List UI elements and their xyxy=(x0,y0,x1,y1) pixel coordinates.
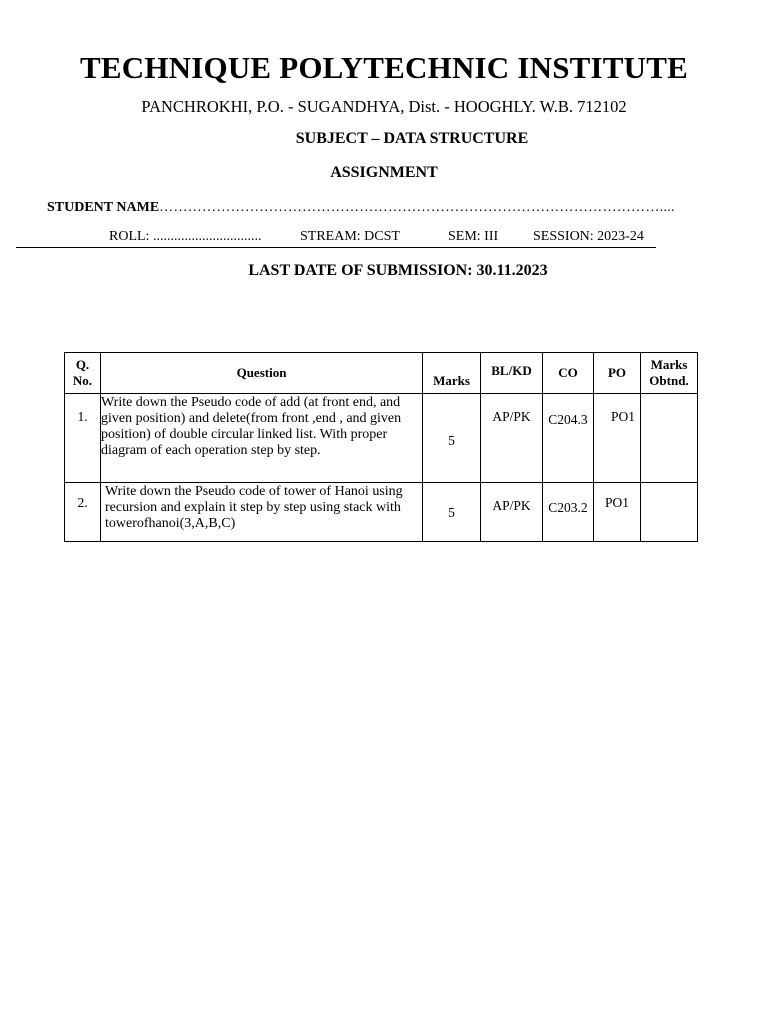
question-table xyxy=(64,352,698,542)
submission-deadline-text: LAST DATE OF SUBMISSION: 30.11.2023 xyxy=(248,262,548,279)
semester-field: SEM: III xyxy=(448,229,499,244)
row-co: C203.2 xyxy=(543,483,594,542)
submission-deadline xyxy=(0,262,768,280)
institute-name: TECHNIQUE POLYTECHNIC INSTITUTE xyxy=(80,50,688,85)
row-qno: 1. xyxy=(65,394,101,483)
student-name-label: STUDENT NAME xyxy=(47,200,160,215)
student-name-line xyxy=(47,200,675,216)
row-marks: 5 xyxy=(423,394,481,483)
row-marks-obtained xyxy=(641,394,698,483)
header-bl-kd: BL/KD xyxy=(481,353,543,394)
table-row xyxy=(65,483,698,542)
header-question: Question xyxy=(101,353,423,394)
institute-address: PANCHROKHI, P.O. - SUGANDHYA, Dist. - HOOGHLY. W.B. 712102 xyxy=(141,97,627,116)
student-name-blank: …………………………………………………………………………………………….... xyxy=(159,200,675,215)
row-bl-kd: AP/PK xyxy=(481,394,543,483)
row-question: Write down the Pseudo code of add (at front end, and given position) and delete(from front ,end , and given position) of double circular linked list. With proper diagram of each operation step by step. xyxy=(101,394,423,483)
header-qno: Q. No. xyxy=(65,353,101,394)
table-row xyxy=(65,394,698,483)
subject-text: SUBJECT – DATA STRUCTURE xyxy=(295,130,529,147)
header-co: CO xyxy=(543,353,594,394)
stream-field: STREAM: DCST xyxy=(300,229,400,244)
student-info-row xyxy=(16,229,656,248)
row-marks-obtained xyxy=(641,483,698,542)
row-marks: 5 xyxy=(423,483,481,542)
table-header-row xyxy=(65,353,698,394)
header-po: PO xyxy=(594,353,641,394)
row-qno: 2. xyxy=(65,483,101,542)
row-co: C204.3 xyxy=(543,394,594,483)
row-po: PO1 xyxy=(594,483,641,542)
row-po: PO1 xyxy=(594,394,641,483)
header-marks: Marks xyxy=(423,353,481,394)
roll-field: ROLL: ............................... xyxy=(109,229,262,244)
session-field: SESSION: 2023-24 xyxy=(533,229,644,244)
row-bl-kd: AP/PK xyxy=(481,483,543,542)
subject-heading xyxy=(0,130,768,148)
row-question: Write down the Pseudo code of tower of Hanoi using recursion and explain it step by step using stack with towerofhanoi(3,A,B,C) xyxy=(101,483,423,542)
header-marks-obtained: Marks Obtnd. xyxy=(641,353,698,394)
document-type-heading: ASSIGNMENT xyxy=(330,164,438,181)
